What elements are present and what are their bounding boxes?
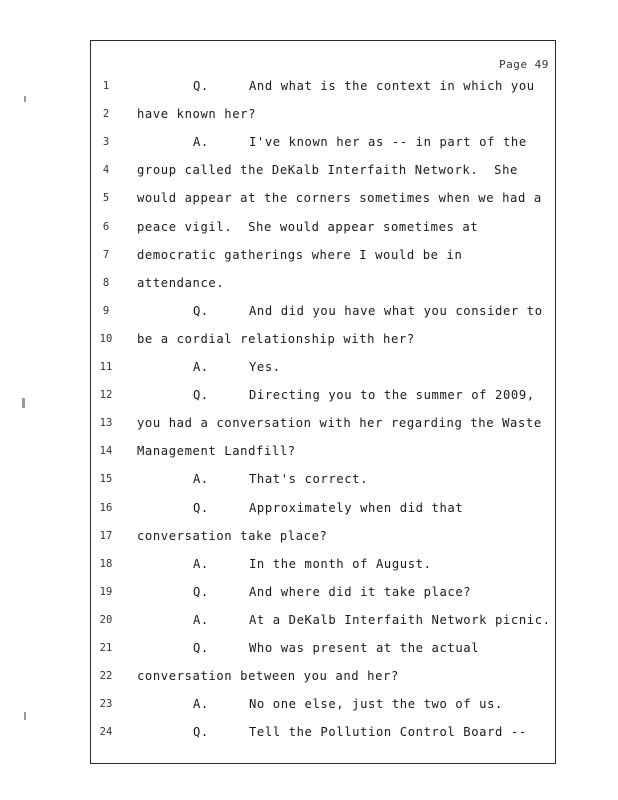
line-text: would appear at the corners sometimes when we had a [137, 191, 542, 206]
speaker-label: A. [193, 135, 209, 150]
transcript-line [0, 498, 618, 518]
line-text: In the month of August. [249, 556, 432, 571]
line-number: 14 [99, 445, 113, 458]
transcript-line [0, 217, 618, 237]
scan-artifact [24, 96, 26, 102]
line-text: Management Landfill? [137, 444, 296, 459]
line-text: And did you have what you consider to [249, 303, 543, 318]
line-number: 1 [102, 80, 110, 92]
speaker-label: Q. [193, 79, 209, 93]
speaker-label: A. [193, 360, 209, 374]
line-number: 19 [99, 585, 113, 598]
line-text: you had a conversation with her regarding the Waste [137, 416, 542, 431]
line-text: I've known her as -- in part of the [249, 135, 527, 150]
transcript-line [0, 413, 618, 433]
line-text: No one else, just the two of us. [249, 697, 503, 712]
speaker-label: A. [193, 472, 209, 487]
line-text: attendance. [137, 275, 225, 290]
line-number: 7 [102, 248, 110, 261]
transcript-line [0, 132, 618, 152]
speaker-label: Q. [193, 303, 209, 318]
line-number: 17 [99, 529, 113, 542]
transcript-line [0, 160, 618, 180]
scan-artifact [22, 398, 25, 408]
transcript-line [0, 638, 618, 658]
transcript-line [0, 357, 618, 377]
line-text: Tell the Pollution Control Board -- [249, 725, 527, 740]
transcript-line [0, 104, 618, 124]
line-number: 12 [99, 389, 113, 402]
speaker-label: Q. [193, 388, 209, 403]
line-number: 2 [102, 108, 110, 121]
line-text: group called the DeKalb Interfaith Network. She [137, 163, 518, 178]
transcript-line [0, 554, 618, 574]
line-number: 15 [99, 473, 113, 486]
line-text: And what is the context in which you [249, 79, 535, 93]
transcript-line [0, 526, 618, 546]
transcript-line [0, 694, 618, 714]
transcript-line [0, 666, 618, 686]
speaker-label: A. [193, 556, 209, 571]
transcript-line [0, 329, 618, 349]
line-text: That's correct. [249, 472, 369, 487]
line-number: 24 [99, 726, 113, 739]
transcript-line [0, 469, 618, 489]
line-number: 16 [99, 501, 113, 514]
line-number: 6 [102, 220, 110, 233]
line-text: peace vigil. She would appear sometimes at [137, 219, 479, 234]
line-text: Who was present at the actual [249, 641, 480, 655]
transcript-line [0, 76, 618, 96]
transcript-line [0, 245, 618, 265]
line-number: 13 [99, 417, 113, 430]
page-number: Page 49 [499, 58, 549, 71]
speaker-label: Q. [193, 500, 209, 515]
line-number: 8 [102, 276, 110, 289]
transcript-line [0, 301, 618, 321]
line-text: conversation take place? [137, 528, 328, 543]
line-number: 4 [102, 164, 110, 177]
transcript-line [0, 188, 618, 208]
speaker-label: Q. [193, 584, 209, 599]
speaker-label: Q. [193, 725, 209, 740]
speaker-label: A. [193, 612, 209, 627]
line-text: conversation between you and her? [137, 669, 399, 684]
transcript-line [0, 385, 618, 405]
line-number: 22 [99, 670, 113, 683]
line-number: 3 [102, 136, 110, 149]
line-number: 20 [99, 613, 113, 626]
speaker-label: Q. [193, 641, 209, 655]
line-number: 23 [99, 698, 113, 711]
line-text: Yes. [249, 360, 281, 374]
transcript-line [0, 441, 618, 461]
line-number: 21 [99, 642, 113, 654]
line-number: 18 [99, 557, 113, 570]
line-number: 11 [99, 361, 113, 373]
line-text: democratic gatherings where I would be in [137, 247, 463, 262]
line-number: 9 [102, 304, 110, 317]
line-number: 10 [99, 332, 113, 345]
line-text: At a DeKalb Interfaith Network picnic. [249, 612, 551, 627]
line-text: be a cordial relationship with her? [137, 331, 415, 346]
transcript-line [0, 582, 618, 602]
line-text: And where did it take place? [249, 584, 472, 599]
line-text: Approximately when did that [249, 500, 464, 515]
transcript-line [0, 610, 618, 630]
line-number: 5 [102, 192, 110, 205]
line-text: have known her? [137, 107, 257, 122]
line-text: Directing you to the summer of 2009, [249, 388, 535, 403]
transcript-line [0, 722, 618, 742]
scan-artifact [24, 712, 26, 720]
speaker-label: A. [193, 697, 209, 712]
transcript-line [0, 273, 618, 293]
